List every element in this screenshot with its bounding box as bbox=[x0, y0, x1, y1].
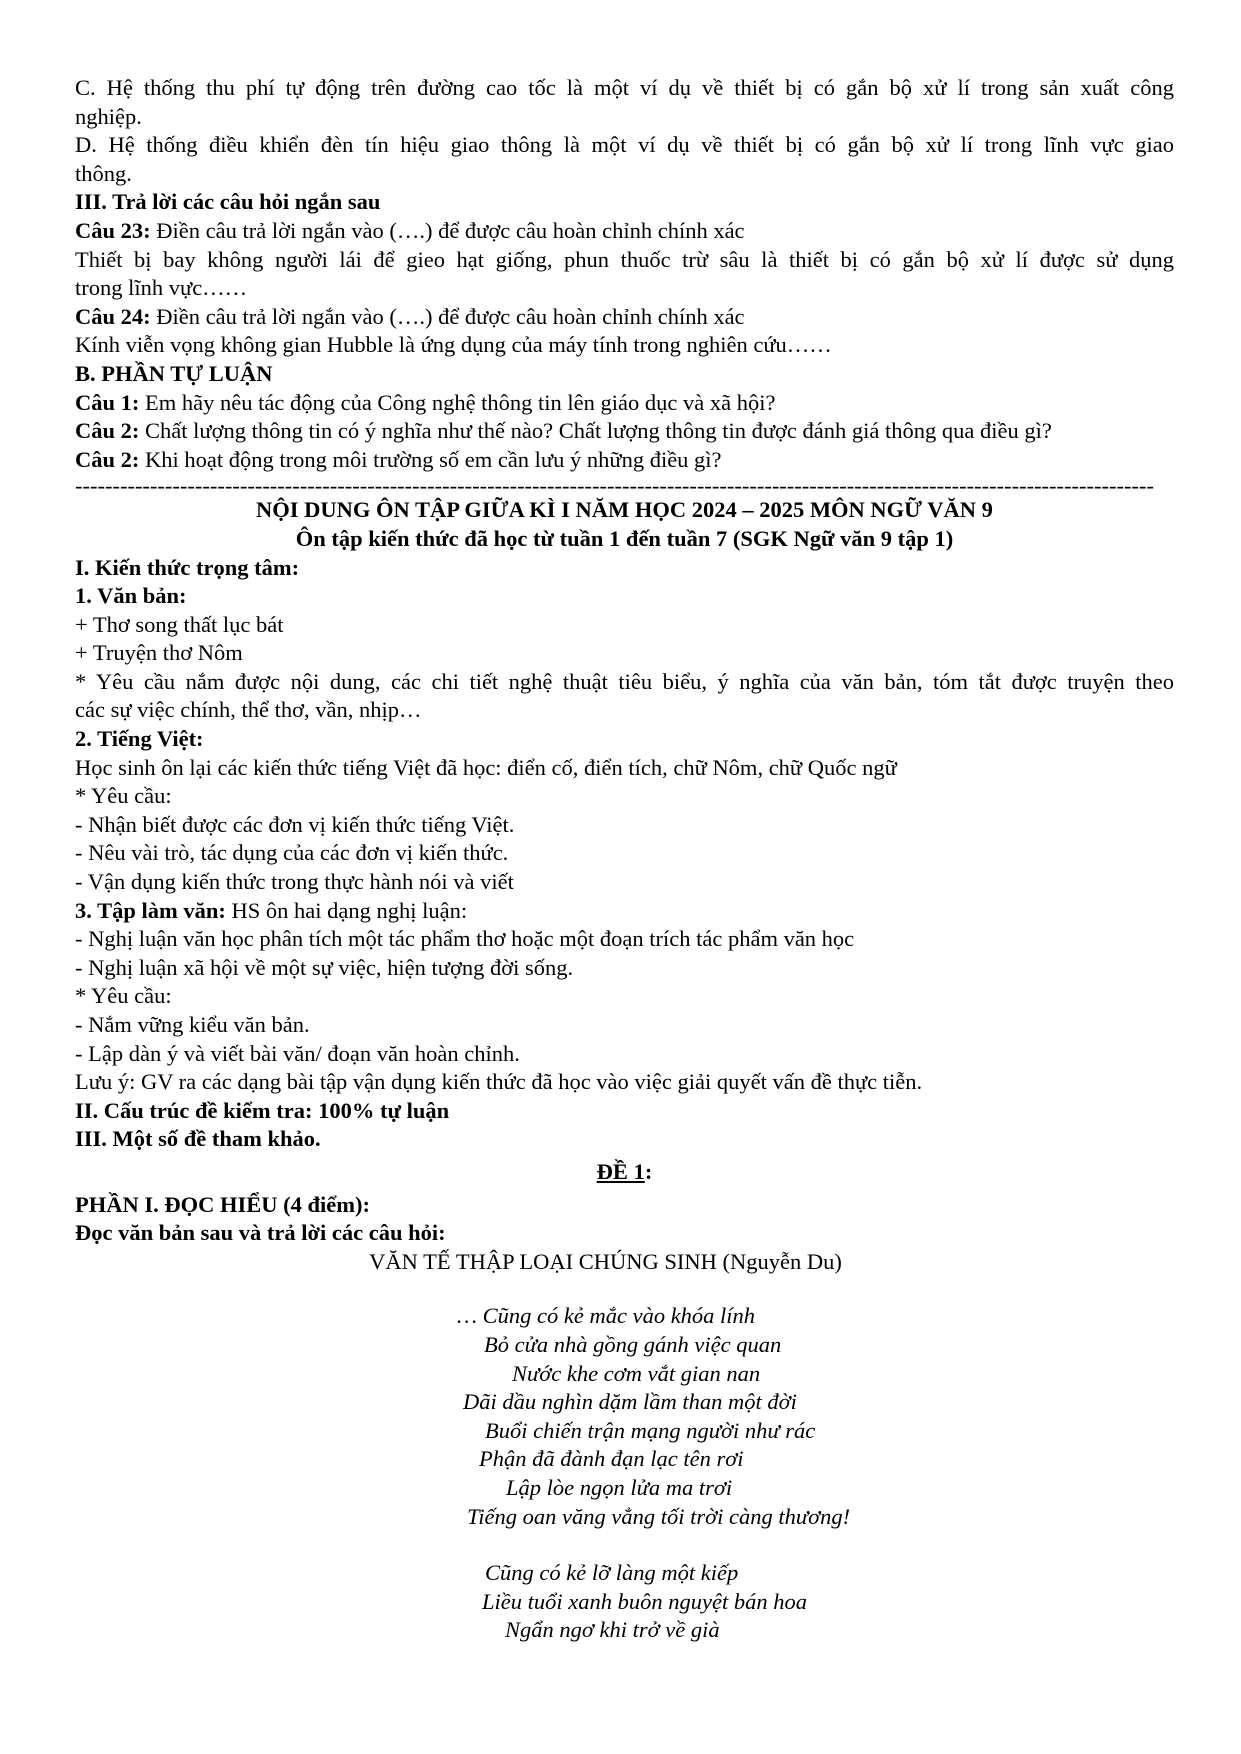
section1-heading: 1. Văn bản: bbox=[75, 583, 187, 609]
poem-line: Dãi dầu nghìn dặm lầm than một đời bbox=[463, 1389, 797, 1415]
option-d-line2: thông. bbox=[75, 160, 132, 186]
exam-title-text: ĐỀ 1 bbox=[596, 1158, 645, 1184]
section3-requirement: * Yêu cầu: bbox=[75, 983, 172, 1009]
section3-requirement-item-2: - Lập dàn ý và viết bài văn/ đoạn văn hoàn chỉnh. bbox=[75, 1040, 520, 1066]
section3-writing-heading: 3. Tập làm văn: bbox=[75, 897, 226, 923]
section3-item-2: - Nghị luận xã hội về một sự việc, hiện tượng đời sống. bbox=[75, 954, 574, 980]
section3-item-1: - Nghị luận văn học phân tích một tác phẩm thơ hoặc một đoạn trích tác phẩm văn học bbox=[75, 926, 855, 952]
poem-line: Tiếng oan văng vẳng tối trời càng thương! bbox=[467, 1503, 851, 1529]
question-23 bbox=[75, 217, 1174, 246]
section2-intro: Học sinh ôn lại các kiến thức tiếng Việt đã học: điển cố, điển tích, chữ Nôm, chữ Quốc ngữ bbox=[75, 754, 897, 780]
essay-question-2-label: Câu 2: bbox=[75, 418, 140, 444]
review-title: NỘI DUNG ÔN TẬP GIỮA KÌ I NĂM HỌC 2024 – 2025 MÔN NGỮ VĂN 9 bbox=[256, 497, 993, 523]
essay-question-1 bbox=[75, 389, 1174, 418]
stanza-gap bbox=[75, 1531, 1174, 1559]
poem-line: Phận đã đành đạn lạc tên rơi bbox=[479, 1446, 744, 1472]
question-24 bbox=[75, 303, 1174, 332]
section1-requirement-line1: * Yêu cầu nắm được nội dung, các chi tiết nghệ thuật tiêu biểu, ý nghĩa của văn bản, tóm tắt được truyện theo bbox=[75, 668, 1174, 694]
question-23-prompt: Điền câu trả lời ngắn vào (….) để được câu hoàn chỉnh chính xác bbox=[150, 217, 745, 243]
poem-line: Buổi chiến trận mạng người như rác bbox=[485, 1417, 816, 1443]
section2-requirement: * Yêu cầu: bbox=[75, 783, 172, 809]
poem-title: VĂN TẾ THẬP LOẠI CHÚNG SINH (Nguyễn Du) bbox=[369, 1248, 842, 1274]
section3-writing-intro: HS ôn hai dạng nghị luận: bbox=[225, 897, 468, 923]
teacher-note: Lưu ý: GV ra các dạng bài tập vận dụng kiến thức đã học vào việc giải quyết vấn đề thực tiễn. bbox=[75, 1069, 923, 1095]
poem-line: Ngẩn ngơ khi trở về già bbox=[505, 1617, 720, 1643]
question-24-prompt: Điền câu trả lời ngắn vào (….) để được câu hoàn chỉnh chính xác bbox=[150, 303, 745, 329]
essay-question-2-text: Chất lượng thông tin có ý nghĩa như thế nào? Chất lượng thông tin được đánh giá thông qua điều gì? bbox=[139, 418, 1052, 444]
essay-question-3 bbox=[75, 446, 1174, 475]
reading-instruction: Đọc văn bản sau và trả lời các câu hỏi: bbox=[75, 1220, 446, 1246]
option-d-line1: D. Hệ thống điều khiển đèn tín hiệu giao thông là một ví dụ về thiết bị có gắn bộ xử lí trong lĩnh vực giao bbox=[75, 132, 1174, 158]
essay-heading: B. PHẦN TỰ LUẬN bbox=[75, 360, 273, 386]
poem-line: … Cũng có kẻ mắc vào khóa lính bbox=[457, 1303, 756, 1329]
section2-item-1: - Nhận biết được các đơn vị kiến thức tiếng Việt. bbox=[75, 811, 515, 837]
section2-item-3: - Vận dụng kiến thức trong thực hành nói và viết bbox=[75, 869, 514, 895]
section-divider: ------------------------------------------------------------------------------------------------------------------------------------------------ bbox=[75, 476, 1154, 497]
part1-heading: I. Kiến thức trọng tâm: bbox=[75, 554, 300, 580]
poem-line: Lập lòe ngọn lửa ma trơi bbox=[506, 1474, 733, 1500]
option-c-line2: nghiệp. bbox=[75, 103, 142, 129]
section3-writing bbox=[75, 897, 1174, 926]
essay-question-3-label: Câu 2: bbox=[75, 446, 140, 472]
review-subtitle: Ôn tập kiến thức đã học từ tuần 1 đến tuần 7 (SGK Ngữ văn 9 tập 1) bbox=[295, 525, 954, 551]
section3-heading: III. Trả lời các câu hỏi ngắn sau bbox=[75, 189, 381, 215]
section1-item-2: + Truyện thơ Nôm bbox=[75, 640, 243, 666]
question-23-line2: trong lĩnh vực…… bbox=[75, 275, 248, 301]
reading-part-heading: PHẦN I. ĐỌC HIỂU (4 điểm): bbox=[75, 1191, 370, 1217]
essay-question-2 bbox=[75, 417, 1174, 446]
essay-question-1-text: Em hãy nêu tác động của Công nghệ thông tin lên giáo dục và xã hội? bbox=[139, 389, 776, 415]
part2-heading: II. Cấu trúc đề kiểm tra: 100% tự luận bbox=[75, 1097, 450, 1123]
part3-heading: III. Một số đề tham khảo. bbox=[75, 1126, 321, 1152]
poem-text bbox=[75, 1302, 1174, 1645]
question-23-label: Câu 23: bbox=[75, 217, 151, 243]
question-24-text: Kính viễn vọng không gian Hubble là ứng dụng của máy tính trong nghiên cứu…… bbox=[75, 332, 832, 358]
question-23-line1: Thiết bị bay không người lái để gieo hạt giống, phun thuốc trừ sâu là thiết bị có gắn bộ xử lí được sử dụng bbox=[75, 246, 1174, 272]
poem-line: Bỏ cửa nhà gồng gánh việc quan bbox=[484, 1331, 782, 1357]
document-page bbox=[75, 74, 1174, 1645]
poem-line: Liều tuổi xanh buôn nguyệt bán hoa bbox=[482, 1588, 807, 1614]
exam-title bbox=[75, 1158, 1174, 1187]
exam-title-colon: : bbox=[644, 1158, 653, 1184]
question-24-label: Câu 24: bbox=[75, 303, 151, 329]
section1-requirement-line2: các sự việc chính, thể thơ, vần, nhịp… bbox=[75, 697, 422, 723]
section2-heading: 2. Tiếng Việt: bbox=[75, 726, 204, 752]
section3-requirement-item-1: - Nắm vững kiểu văn bản. bbox=[75, 1012, 310, 1037]
essay-question-1-label: Câu 1: bbox=[75, 389, 140, 415]
option-c-line1: C. Hệ thống thu phí tự động trên đường cao tốc là một ví dụ về thiết bị có gắn bộ xử lí trong sản xuất công bbox=[75, 75, 1174, 100]
poem-line: Nước khe cơm vắt gian nan bbox=[512, 1360, 761, 1386]
poem-line: Cũng có kẻ lỡ làng một kiếp bbox=[485, 1560, 739, 1586]
essay-question-3-text: Khi hoạt động trong môi trường số em cần lưu ý những điều gì? bbox=[139, 446, 722, 472]
section2-item-2: - Nêu vài trò, tác dụng của các đơn vị kiến thức. bbox=[75, 840, 509, 866]
section1-item-1: + Thơ song thất lục bát bbox=[75, 611, 284, 637]
